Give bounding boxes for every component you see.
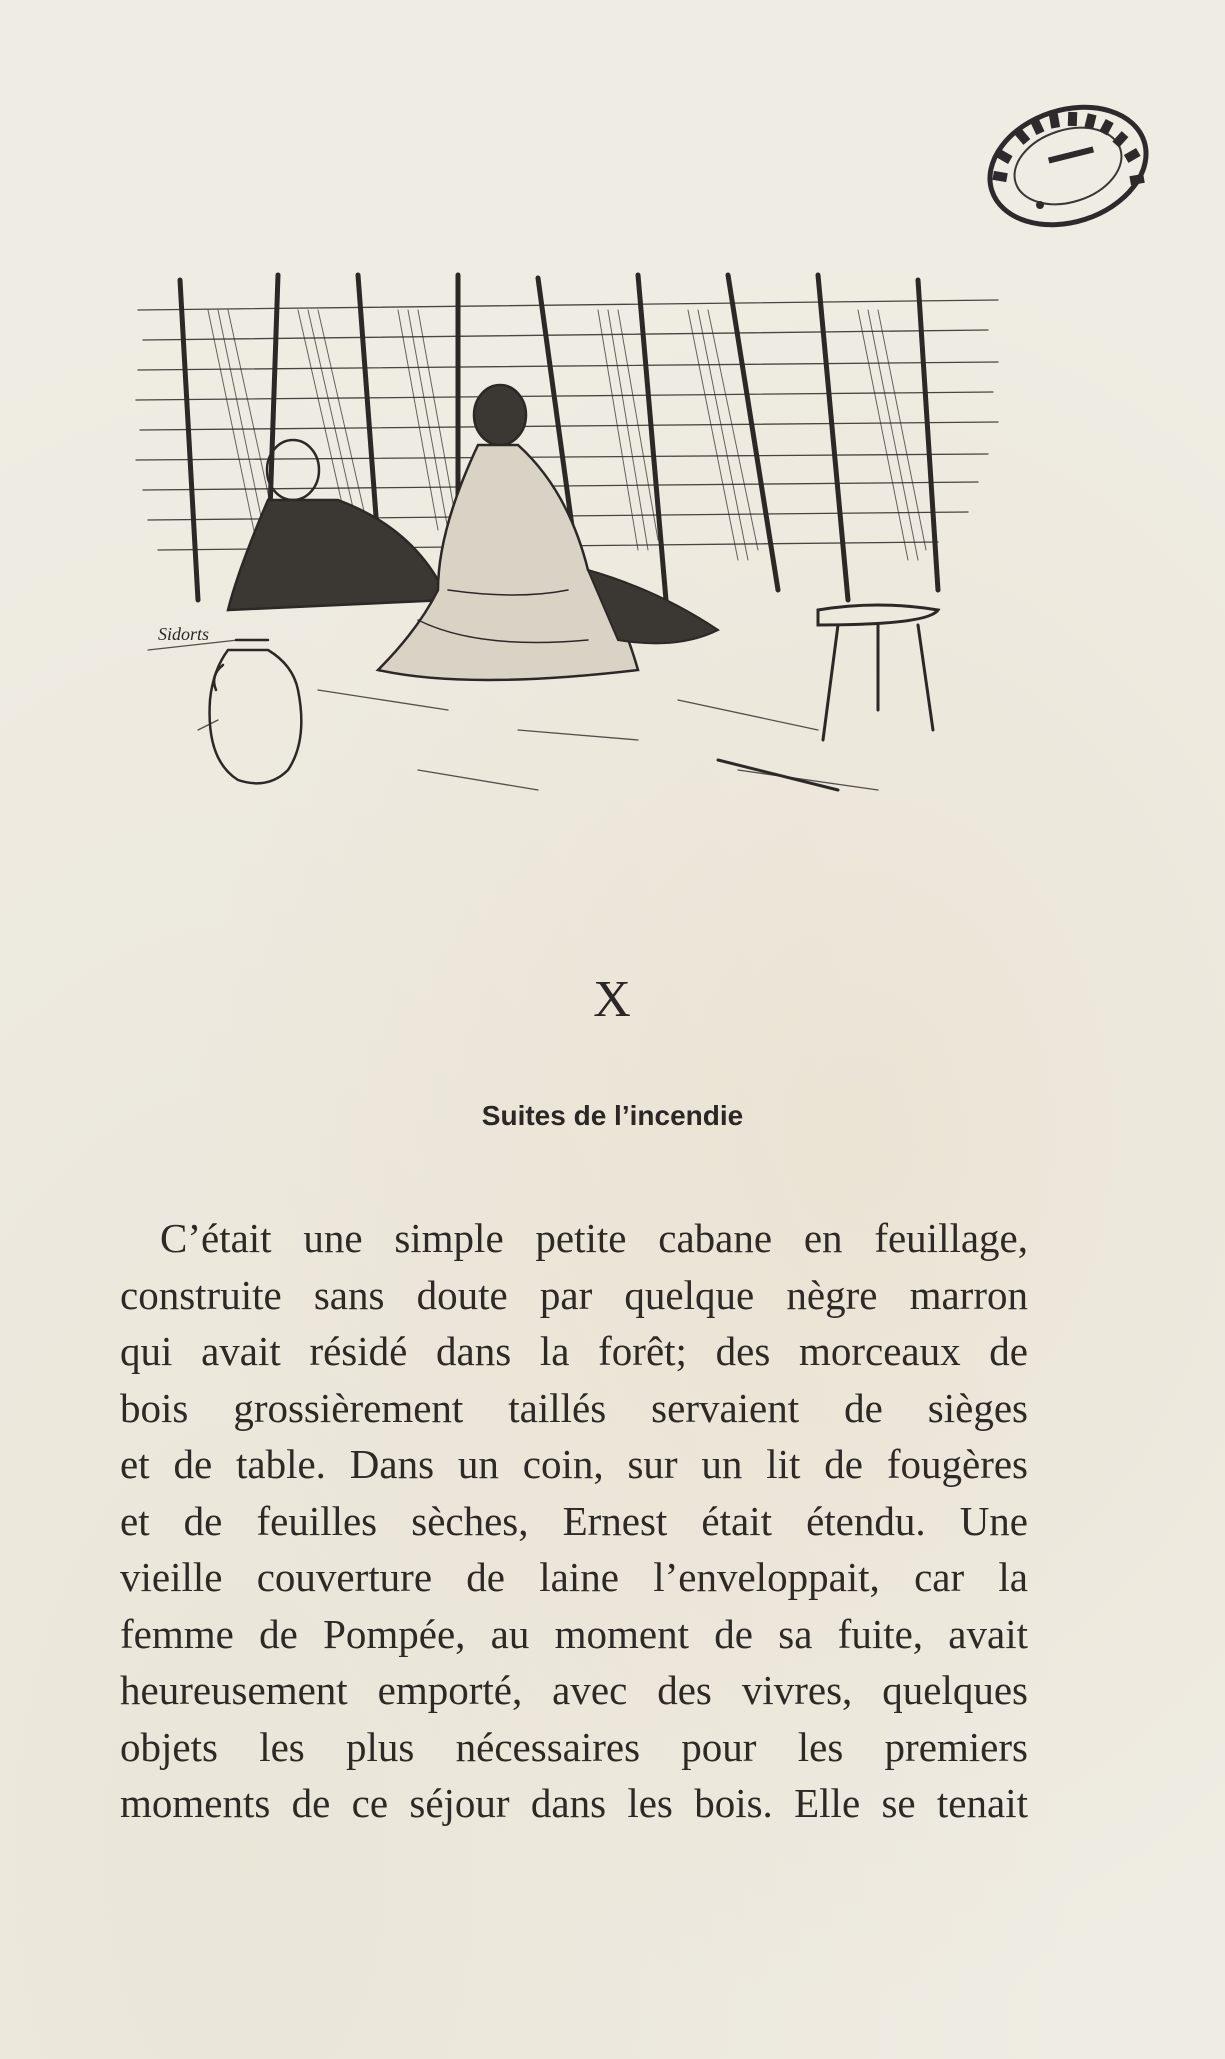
artist-signature: Sidorts: [158, 624, 210, 644]
text-line: objets les plus nécessaires pour les premiers: [120, 1723, 1028, 1770]
body-paragraph: [120, 1210, 1028, 1832]
text-line: C’était une simple petite cabane en feuillage,: [160, 1215, 1028, 1261]
chapter-title: Suites de l’incendie: [481, 1100, 744, 1131]
text-line: moments de ce séjour dans les bois. Elle se tenait: [120, 1780, 1028, 1826]
chapter-number: X: [593, 971, 632, 1028]
text-line: et de feuilles sèches, Ernest était étendu. Une: [120, 1497, 1028, 1544]
text-line: construite sans doute par quelque nègre marron: [120, 1271, 1028, 1318]
hut-illustration: [118, 270, 1018, 830]
text-line: qui avait résidé dans la forêt; des morceaux de: [120, 1328, 1028, 1374]
text-line: vieille couverture de laine l’enveloppait, car la: [120, 1554, 1028, 1600]
text-line: et de table. Dans un coin, sur un lit de fougères: [120, 1441, 1028, 1487]
text-line: heureusement emporté, avec des vivres, quelques: [120, 1667, 1028, 1713]
text-line: femme de Pompée, au moment de sa fuite, avait: [120, 1610, 1028, 1657]
library-stamp: [978, 100, 1158, 232]
text-line: bois grossièrement taillés servaient de sièges: [120, 1384, 1028, 1431]
